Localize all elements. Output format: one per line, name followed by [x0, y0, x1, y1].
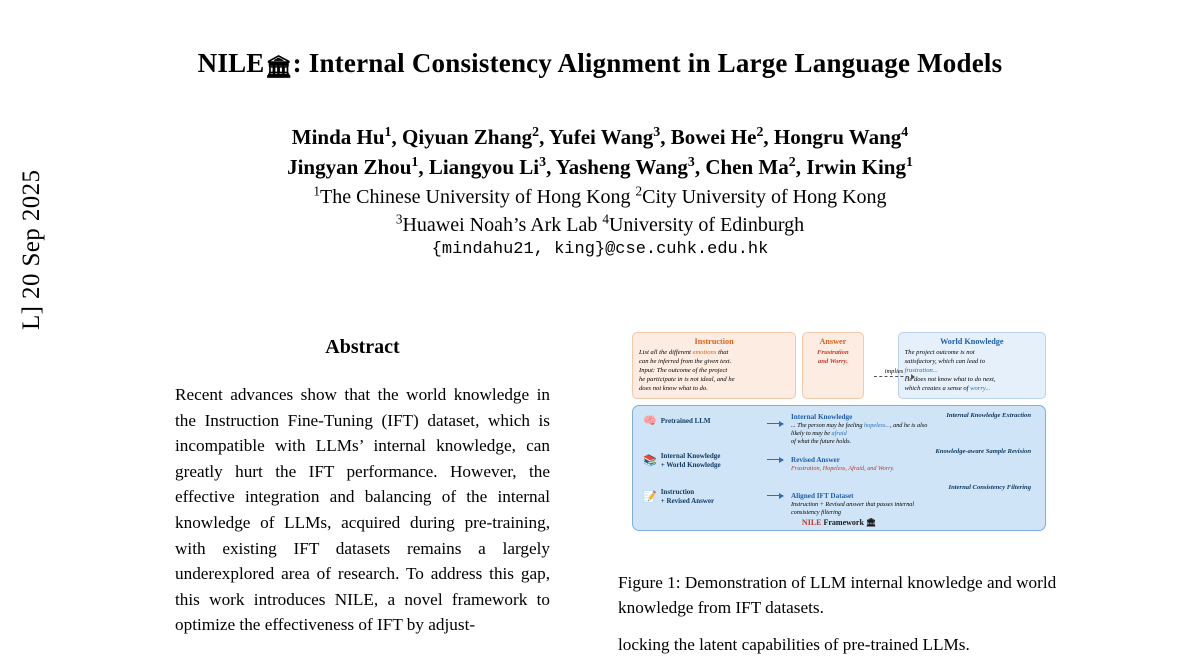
- instruction-panel: [632, 332, 796, 399]
- stage-aligned-dataset: [641, 484, 1037, 520]
- ik-highlight-hopeless: hopeless...: [864, 422, 890, 429]
- author-name: Yasheng Wang: [555, 155, 688, 179]
- author-name: Liangyou Li: [428, 155, 540, 179]
- affil-name: City University of Hong Kong: [642, 186, 887, 208]
- author-line-2: Jingyan Zhou$^1$, Liangyou Li$^3$, Yasheng Wang$^3$, Chen Ma$^2$, Irwin King$^1$: [287, 154, 913, 179]
- affil-marker: 2: [635, 183, 643, 199]
- stage-knowledge-merge: [641, 448, 1037, 484]
- affil-marker: 1: [313, 183, 321, 199]
- page-title: [120, 48, 1080, 80]
- world-knowledge-panel: [898, 332, 1046, 399]
- author-name: Yufei Wang: [548, 125, 654, 149]
- author-name: Irwin King: [806, 155, 906, 179]
- framework-suffix: Framework: [823, 518, 864, 527]
- stage-tag-filtering: Internal Consistency Filtering: [948, 484, 1031, 491]
- answer-line-1: Frustration: [817, 349, 849, 356]
- affil-marker: 3: [395, 211, 403, 227]
- stage-label-3a: Instruction: [660, 488, 695, 496]
- ik-c: , and he is also likely to may be: [791, 422, 928, 437]
- instruction-body: [639, 348, 789, 393]
- ik-highlight-afraid: afraid: [831, 430, 847, 437]
- stage-output-1: [791, 413, 941, 446]
- author-name: Chen Ma: [705, 155, 789, 179]
- affil-name: University of Edinburgh: [608, 214, 805, 236]
- bank-emoji-icon: 🏛: [264, 54, 293, 79]
- stage-left-3: [643, 488, 763, 506]
- bank-emoji-icon: 🏛: [865, 518, 877, 527]
- books-icon: 📚: [643, 454, 657, 467]
- framework-label: [633, 518, 1045, 527]
- abstract-heading: Abstract: [325, 336, 400, 358]
- aligned-dataset-text: Instruction + Revised answer that passes internal consistency filtering: [791, 501, 915, 516]
- stage-label-2a: Internal Knowledge: [660, 452, 721, 460]
- instruction-title: Instruction: [694, 337, 734, 346]
- instruction-l1c: that: [716, 349, 729, 356]
- wk-l1: The project outcome is not: [904, 349, 975, 356]
- answer-body: [809, 348, 856, 366]
- wk-l5a: which creates a sense of: [904, 385, 971, 392]
- revised-answer-text: Frustration, Hopeless, Afraid, and Worry.: [791, 465, 895, 472]
- ik-line2: of what the future holds.: [791, 438, 852, 445]
- title-before: NILE: [197, 48, 265, 78]
- stage-label-2: [661, 452, 721, 470]
- author-affil-marker: 2: [532, 124, 540, 139]
- arxiv-stamp: L] 20 Sep 2025: [18, 169, 45, 330]
- author-name: Hongru Wang: [773, 125, 902, 149]
- abstract-text: Recent advances show that the world knowledge in the Instruction Fine-Tuning (IFT) dataset, which is incompatible with LLMs’ internal knowledge, can greatly hurt the IFT performance. However, the effective integration and balancing of the internal knowledge of LLMs, acquired during pre-training, with existing IFT datasets remains a largely underexplored area of research. To address this gap, this work introduces NILE, a novel framework to optimize the effectiveness of IFT by adjust-: [175, 385, 550, 635]
- wk-highlight-frustration: frustration...: [904, 367, 938, 374]
- internal-knowledge-text: [791, 422, 941, 446]
- author-name: Qiyuan Zhang: [401, 125, 533, 149]
- figure-1: [632, 332, 1046, 531]
- affiliation-line-2: [120, 211, 1080, 239]
- author-affil-marker: 1: [905, 154, 913, 169]
- answer-panel: [802, 332, 863, 399]
- stage-label-2b: + World Knowledge: [660, 461, 721, 469]
- affiliation-line-1: [120, 183, 1080, 211]
- author-affil-marker: 3: [687, 154, 695, 169]
- instruction-l3: Input: The outcome of the project: [639, 367, 728, 374]
- world-knowledge-body: [905, 348, 1039, 393]
- author-affil-marker: 2: [788, 154, 796, 169]
- affil-name: The Chinese University of Hong Kong: [320, 186, 631, 208]
- brain-icon: 🧠: [643, 415, 657, 427]
- affil-marker: 4: [602, 211, 609, 227]
- ik-a: ... The person may be feeling: [791, 422, 865, 429]
- instruction-l4: he participate in is not ideal, and he: [639, 376, 735, 383]
- document-icon: 📝: [643, 490, 657, 503]
- author-name: Bowei He: [670, 125, 757, 149]
- figure-caption: Figure 1: Demonstration of LLM internal knowledge and world knowledge from IFT datasets.: [618, 573, 1057, 617]
- instruction-l2: can be inferred from the given text.: [639, 358, 732, 365]
- stage-label-1: Pretrained LLM: [660, 417, 711, 425]
- instruction-highlight-emotions: emotions: [692, 349, 717, 356]
- answer-line-2: and Worry.: [817, 358, 848, 365]
- author-affil-marker: 3: [653, 124, 661, 139]
- instruction-l1a: List all the different: [639, 349, 693, 356]
- revised-answer-title: Revised Answer: [791, 456, 840, 464]
- world-knowledge-title: World Knowledge: [940, 337, 1004, 346]
- internal-knowledge-title: Internal Knowledge: [791, 413, 853, 421]
- stage-arrow-3-icon: [767, 495, 783, 496]
- author-list: [120, 122, 1080, 182]
- stage-arrow-1-icon: [767, 423, 783, 424]
- wk-l2: satisfactory, which can lead to: [904, 358, 986, 365]
- stage-arrow-2-icon: [767, 459, 783, 460]
- affil-name: Huawei Noah’s Ark Lab: [402, 214, 598, 236]
- author-name: Jingyan Zhou: [287, 155, 412, 179]
- instruction-l5: does not know what to do.: [639, 385, 708, 392]
- nile-framework-panel: [632, 405, 1046, 531]
- stage-label-3b: + Revised Answer: [660, 497, 715, 505]
- dashed-arrow-icon: [874, 376, 914, 377]
- stage-pretrained-llm: [641, 412, 1037, 448]
- body-text-continuation: locking the latent capabilities of pre-trained LLMs.: [618, 635, 970, 654]
- contact-email: {mindahu21, king}@cse.cuhk.edu.hk: [431, 240, 769, 259]
- answer-title: Answer: [819, 337, 847, 346]
- implies-label: implies: [884, 368, 904, 375]
- figure-top-row: [632, 332, 1046, 399]
- aligned-dataset-title: Aligned IFT Dataset: [791, 492, 854, 500]
- author-affil-marker: 2: [756, 124, 764, 139]
- framework-name: NILE: [801, 518, 822, 527]
- stage-left-1: [643, 416, 763, 427]
- author-name: Minda Hu: [291, 125, 385, 149]
- implies-arrow: [874, 368, 914, 377]
- affiliations: [120, 183, 1080, 239]
- author-line-1: Minda Hu$^1$, Qiyuan Zhang$^2$, Yufei Wang$^3$, Bowei He$^2$, Hongru Wang$^4$: [291, 124, 909, 149]
- stage-label-3: [661, 488, 714, 506]
- author-affil-marker: 1: [411, 154, 419, 169]
- stage-output-3: [791, 492, 941, 517]
- stage-tag-extraction: Internal Knowledge Extraction: [946, 412, 1031, 419]
- stage-output-2: [791, 456, 941, 473]
- wk-highlight-worry: worry...: [970, 385, 991, 392]
- author-affil-marker: 3: [539, 154, 547, 169]
- author-affil-marker: 4: [901, 124, 909, 139]
- stage-left-2: [643, 452, 763, 470]
- author-affil-marker: 1: [384, 124, 392, 139]
- stage-tag-revision: Knowledge-aware Sample Revision: [935, 448, 1031, 455]
- title-after: : Internal Consistency Alignment in Large Language Models: [292, 48, 1003, 78]
- wk-l4: He does not know what to do next,: [904, 376, 996, 383]
